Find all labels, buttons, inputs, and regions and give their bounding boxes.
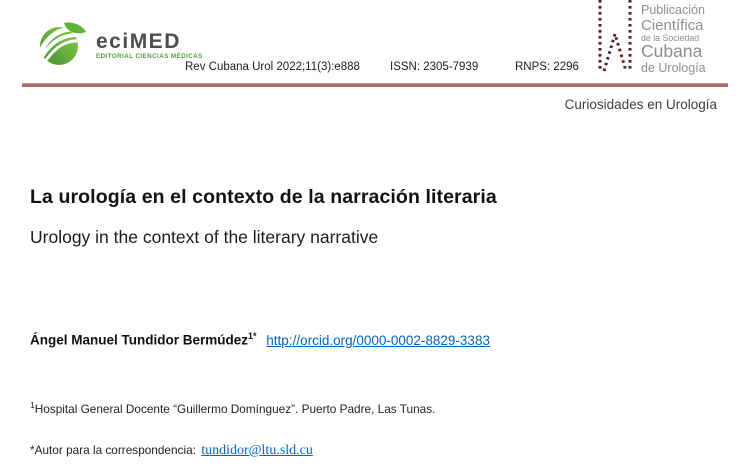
affiliation-text: Hospital General Docente “Guillermo Domínguez”. Puerto Padre, Las Tunas. [34, 401, 436, 416]
affiliation-superscript: 1 [30, 400, 35, 410]
section-label: Curiosidades en Urología [564, 97, 717, 112]
ecimed-wordmark: eciMED [96, 30, 181, 54]
journal-reference: Rev Cubana Urol 2022;11(3):e888 [185, 61, 360, 73]
article-title-en: Urology in the context of the literary narrative [30, 227, 379, 247]
ecimed-logo [34, 20, 203, 72]
orcid-link[interactable]: http://orcid.org/0000-0002-8829-3383 [266, 332, 490, 348]
society-line: de la Sociedad [641, 32, 700, 43]
society-line: de Urología [641, 60, 706, 75]
society-line: Publicación [641, 3, 705, 17]
correspondence-footnote [30, 443, 313, 459]
author-name: Ángel Manuel Tundidor Bermúdez [30, 332, 249, 348]
ecimed-tagline: EDITORIAL CIENCIAS MÉDICAS [96, 53, 203, 61]
society-w-icon [592, 0, 638, 78]
author-superscript: 1* [248, 331, 257, 341]
affiliation-footnote [30, 400, 435, 416]
article-title-es: La urología en el contexto de la narración literaria [30, 186, 497, 208]
correspondence-email-link[interactable]: tundidor@ltu.sld.cu [201, 443, 313, 458]
author-line [30, 331, 490, 348]
correspondence-label: *Autor para la correspondencia: [30, 443, 200, 457]
header-divider [22, 83, 728, 87]
society-name [641, 4, 746, 74]
society-line: Cubana [641, 41, 703, 62]
ecimed-leaf-icon [34, 20, 92, 72]
rnps-number: RNPS: 2296 [515, 61, 579, 73]
society-line: Científica [641, 16, 704, 34]
issn-number: ISSN: 2305-7939 [390, 61, 479, 73]
